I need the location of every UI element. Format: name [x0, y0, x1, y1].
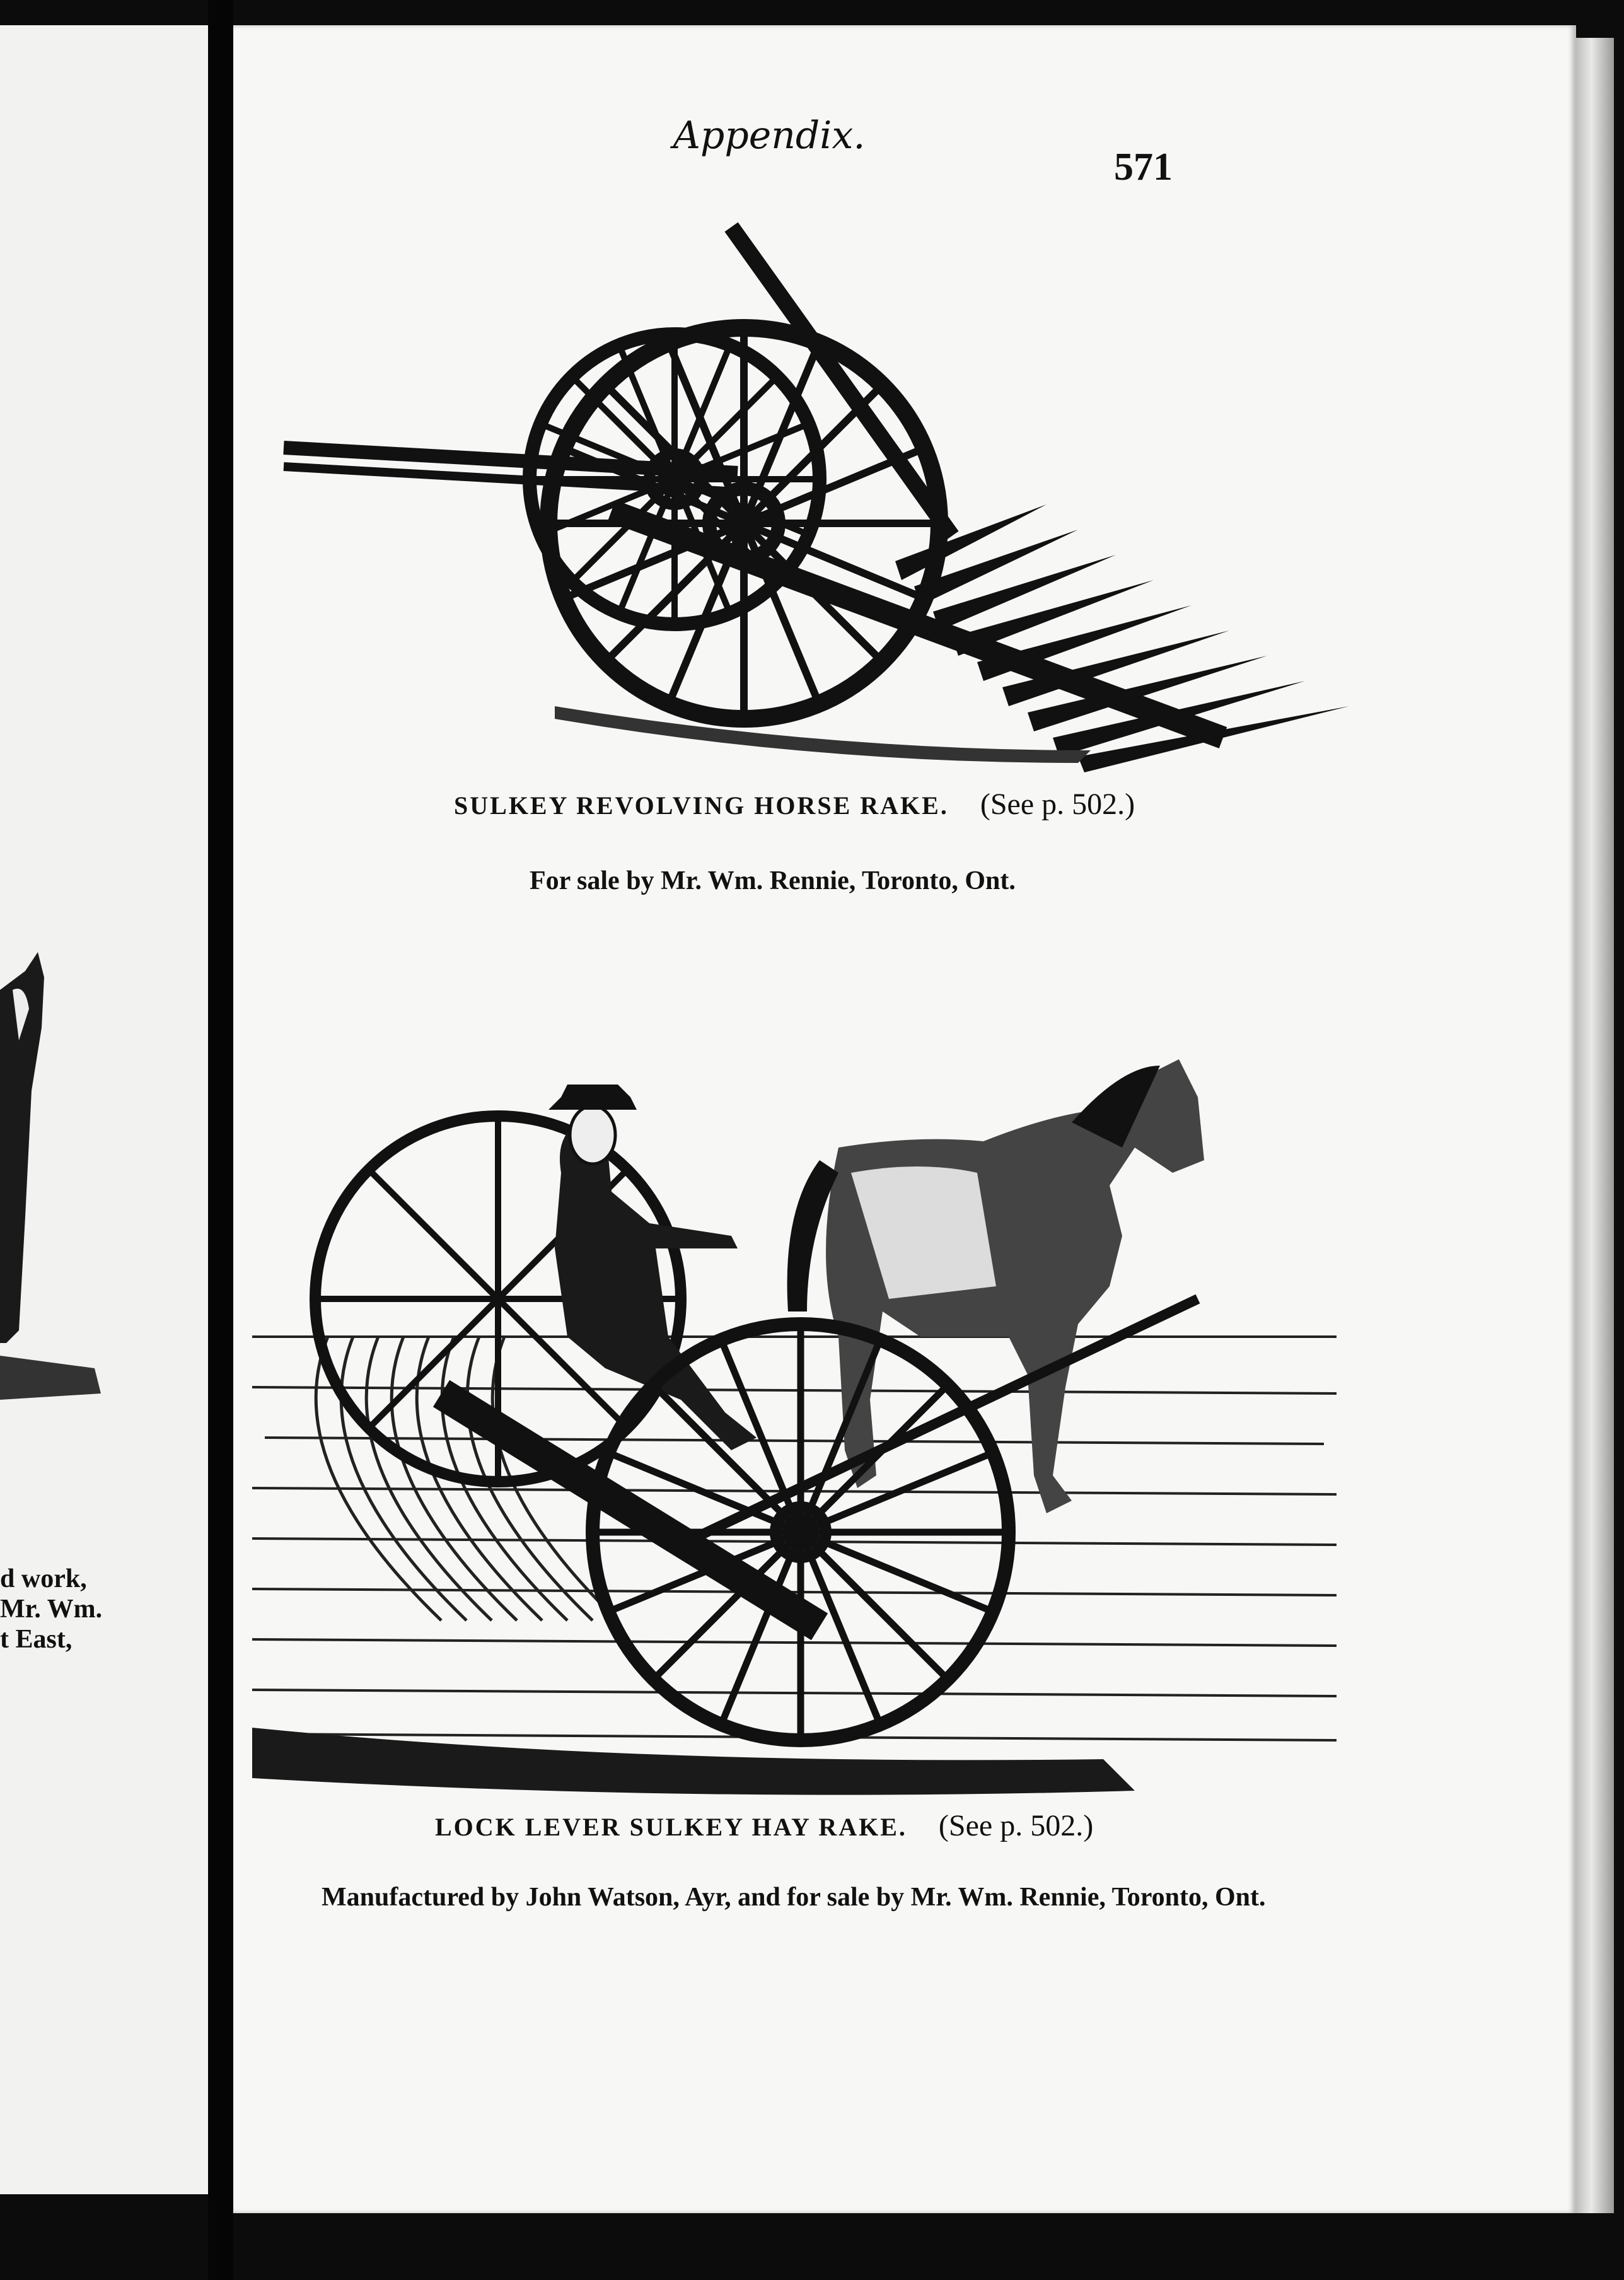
left-page-fragment — [0, 25, 208, 2194]
figure-2-page-reference: (See p. 502.) — [938, 1809, 1094, 1842]
figure-1-caption-title: SULKEY REVOLVING HORSE RAKE. — [454, 791, 949, 820]
book-gutter — [208, 0, 233, 2280]
fragment-line: Mr. Wm. — [0, 1595, 103, 1624]
figure-1-caption — [454, 787, 1135, 822]
figure-2-caption-title: LOCK LEVER SULKEY HAY RAKE. — [435, 1813, 907, 1841]
left-page-text-fragment — [0, 1564, 102, 1655]
page-number: 571 — [1114, 146, 1173, 189]
figure-1-credit: For sale by Mr. Wm. Rennie, Toronto, Ont. — [530, 866, 1016, 895]
figure-2-credit: Manufactured by John Watson, Ayr, and for sale by Mr. Wm. Rennie, Toronto, Ont. — [322, 1883, 1266, 1912]
figure-1-page-reference: (See p. 502.) — [980, 788, 1135, 821]
sulkey-hay-rake-illustration — [252, 984, 1337, 1810]
horse-rake-illustration — [258, 208, 1368, 776]
page-edge — [1576, 38, 1614, 2213]
partial-horse-illustration — [0, 952, 107, 1406]
figure-2-caption — [435, 1808, 1093, 1843]
fragment-line: d work, — [0, 1564, 87, 1593]
running-head: Appendix. — [673, 113, 866, 158]
fragment-line: t East, — [0, 1625, 72, 1654]
